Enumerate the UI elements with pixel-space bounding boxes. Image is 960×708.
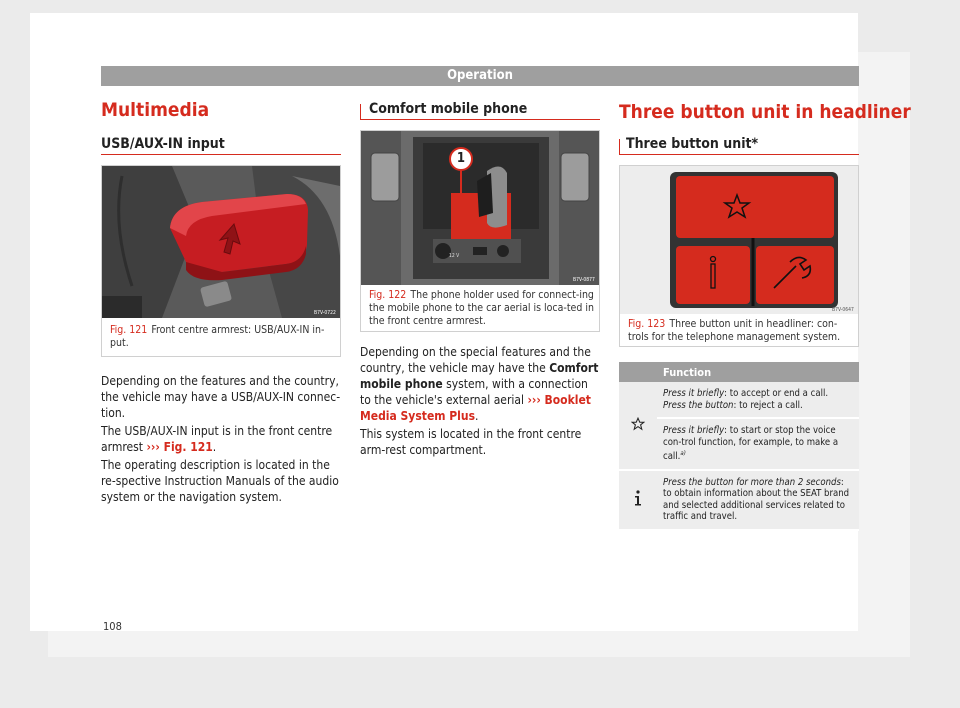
- image-code: B7V-0877: [573, 277, 595, 283]
- section-title-multimedia: Multimedia: [101, 99, 210, 121]
- subtitle-bar: [619, 139, 620, 154]
- figure-label: Fig. 121: [110, 324, 148, 336]
- figure-caption-text: The phone holder used for connect-ing the mobile phone to the car aerial is loca-ted in the front centre armrest.: [369, 289, 594, 327]
- figure-caption: [369, 289, 597, 328]
- table-row: [619, 470, 859, 530]
- paragraph: Depending on the features and the country, the vehicle may have a USB/AUX-IN connec-tion.: [101, 374, 341, 420]
- section-header: Operation: [101, 66, 859, 86]
- figure-label: Fig. 123: [628, 318, 666, 330]
- subsection-title-three-button-unit: Three button unit*: [626, 136, 759, 152]
- subtitle-rule: [360, 119, 600, 120]
- function-description: Press the button for more than 2 seconds: to obtain information about the SEAT brand and selected additional services related to traffic and travel.: [657, 470, 859, 530]
- function-description: Press it briefly: to accept or end a call. Press the button: to reject a call.: [657, 382, 859, 418]
- paragraph: The USB/AUX-IN input is in the front centre armrest ››› Fig. 121.: [101, 424, 333, 454]
- armrest-photo: [102, 166, 340, 318]
- subtitle-rule: [101, 154, 341, 155]
- table-header-row: [619, 362, 859, 382]
- figure-122: [360, 130, 600, 332]
- figure-caption-text: Front centre armrest: USB/AUX-IN in-put.: [110, 324, 325, 349]
- figure-caption: [110, 324, 338, 350]
- figure-caption-text: Three button unit in headliner: con-trols for the telephone management system.: [628, 318, 841, 343]
- function-table: [619, 362, 859, 531]
- section-title-three-button: Three button unit in headliner: [619, 101, 911, 123]
- callout-marker: 1: [456, 151, 466, 166]
- middle-body: [360, 344, 600, 460]
- figure-123: [619, 165, 859, 347]
- paragraph: The operating description is located in the re-spective Instruction Manuals of the audio system or the navigation system.: [101, 458, 339, 504]
- figure-reference-link[interactable]: ››› Fig. 121: [146, 440, 213, 454]
- star-icon: [619, 382, 657, 470]
- icon-column-header: [619, 362, 657, 382]
- image-code: B7V-0647: [832, 307, 854, 313]
- info-icon: [619, 470, 657, 530]
- function-column-header: Function: [657, 362, 859, 382]
- booklet-reference-link[interactable]: ››› Booklet Media System Plus: [360, 393, 591, 423]
- socket-label: 12 V: [449, 253, 460, 259]
- subsection-title-comfort-phone: Comfort mobile phone: [369, 101, 528, 117]
- page-number: 108: [103, 620, 122, 633]
- phone-holder-photo: [361, 131, 599, 285]
- subtitle-bar: [360, 104, 361, 119]
- image-code: B7V-0722: [314, 310, 336, 316]
- footnote-marker: a): [680, 450, 686, 457]
- paragraph: This system is located in the front centre arm-rest compartment.: [360, 427, 582, 457]
- left-body: [101, 373, 341, 507]
- table-row: [619, 382, 859, 418]
- figure-caption: [628, 318, 856, 344]
- function-description: Press it briefly: to start or stop the voice con-trol function, for example, to make a call.$^{a)}$: [657, 418, 859, 470]
- three-button-photo: [620, 166, 858, 314]
- figure-label: Fig. 122: [369, 289, 407, 301]
- subsection-title-usb: USB/AUX-IN input: [101, 136, 225, 152]
- paragraph: Depending on the special features and the country, the vehicle may have the Comfort mobile phone system, with a connection to the vehicle's external aerial ››› Booklet Media System Plus.: [360, 345, 599, 423]
- subtitle-rule: [619, 154, 859, 155]
- figure-121: [101, 165, 341, 357]
